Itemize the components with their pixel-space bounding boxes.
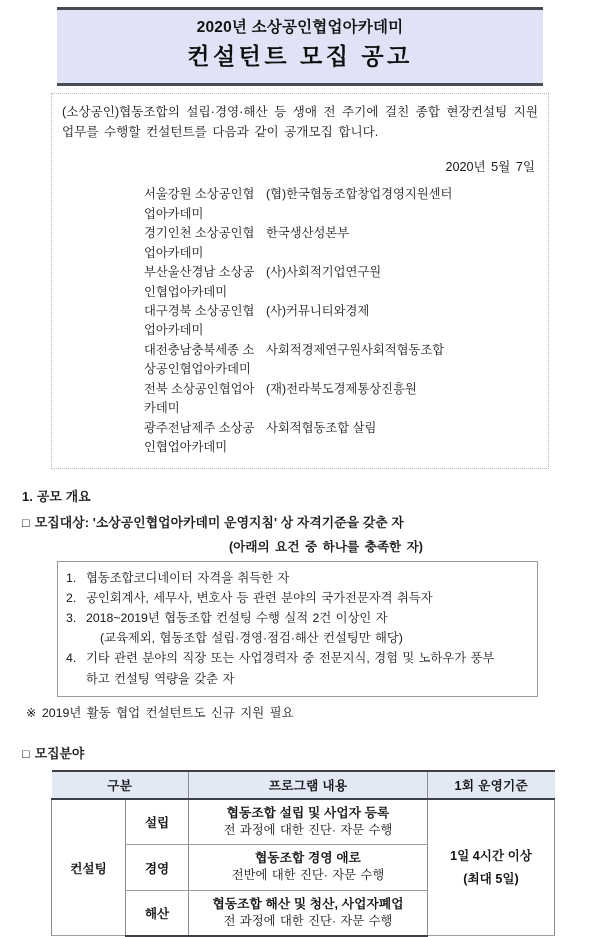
academy-org: (사)사회적기업연구원 [266,265,382,280]
academy-name: 경기인천 소상공인협업아카데미 [144,226,255,260]
requirement-text: 기타 관련 분야의 직장 또는 사업경력자 중 전문지식, 경험 및 노하우가 풍부 [86,651,495,666]
field-section-heading [22,743,600,762]
list-item [62,185,538,224]
intro-paragraph: (소상공인)협동조합의 설립·경영·해산 등 생애 전 주기에 걸친 종합 현장컨설팅 지원업무를 수행할 컨설턴트를 다음과 같이 공개모집 합니다. [62,104,538,140]
category-consulting: 컨설팅 [52,799,126,936]
academy-name: 대구경북 소상공인협업아카데미 [144,303,255,338]
program-title: 협동조합 경영 애로 [254,851,362,866]
academy-name: 광주전남제주 소상공인협업아카데미 [144,420,255,454]
requirement-3-note: (교육제외, 협동조합 설립·경영·점검·해산 컨설팅만 해당) [100,631,403,646]
table-header-row [52,771,555,799]
list-item [62,419,538,458]
program-content-cell [189,890,428,936]
academy-org: 사회적협동조합 살림 [266,420,377,435]
table-header-standard: 1회 운영기준 [428,771,555,799]
list-item [62,380,538,419]
standard-line-2: (최대 5일) [463,871,519,886]
banner-title: 컨설턴트 모집 공고 [187,43,413,70]
program-title: 협동조합 해산 및 청산, 사업자폐업 [212,896,404,911]
table-row [52,799,555,845]
list-item [62,224,538,263]
table-header-gubun: 구분 [52,771,189,799]
announcement-date: 2020년 5월 7일 [445,160,535,175]
table-header-program: 프로그램 내용 [189,771,428,799]
title-banner [57,7,543,86]
program-content-cell [189,799,428,845]
requirement-item [66,568,529,588]
subcategory-label: 경영 [126,845,189,890]
operating-standard-cell [428,799,555,936]
academy-org: (협)한국협동조합창업경영지원센터 [266,187,453,202]
subcategory-label: 해산 [126,890,189,936]
recruit-target-line [22,512,600,531]
academy-org: (사)커뮤니티와경제 [266,303,370,318]
academy-name: 대전충남충북세종 소상공인협업아카데미 [144,342,255,377]
intro-box [51,93,549,470]
banner-subtitle: 2020년 소상공인협업아카데미 [196,19,404,36]
program-table [51,770,555,937]
document-page [0,7,600,928]
list-item [62,302,538,341]
requirement-text: 2018~2019년 협동조합 컨설팅 수행 실적 2건 이상인 자 [86,611,388,626]
requirement-4-continued: 하고 컨설팅 역량을 갖춘 자 [86,671,235,686]
requirement-item [66,648,529,668]
academy-name: 부산울산경남 소상공인협업아카데미 [144,265,255,299]
checkbox-icon: □ [22,515,30,531]
section-1-note: ※ 2019년 활동 협업 컨설턴트도 신규 지원 필요 [26,705,294,720]
checkbox-icon: □ [22,745,30,761]
requirement-text: 협동조합코디네이터 자격을 취득한 자 [86,571,290,586]
condition-note: (아래의 요건 중 하나를 충족한 자) [228,540,424,555]
requirement-number: 1. [66,571,77,586]
academy-org: 사회적경제연구원사회적협동조합 [266,342,445,357]
program-content-cell [189,845,428,890]
requirement-number: 2. [66,591,77,606]
list-item [62,341,538,380]
program-desc: 전반에 대한 진단· 자문 수행 [231,868,385,883]
academy-org: (재)전라북도경제통상진흥원 [266,381,417,396]
subcategory-label: 설립 [126,799,189,845]
section-1-title: 1. 공모 개요 [22,489,91,505]
standard-line-1: 1일 4시간 이상 [450,849,532,864]
requirement-number: 4. [66,651,77,666]
program-table-wrapper [51,770,554,937]
requirement-text: 공인회계사, 세무사, 변호사 등 관련 분야의 국가전문자격 취득자 [86,591,433,606]
requirement-item [66,608,529,628]
program-desc: 전 과정에 대한 진단· 자문 수행 [223,822,393,837]
program-desc: 전 과정에 대한 진단· 자문 수행 [223,913,393,928]
field-heading-label: 모집분야 [34,745,85,761]
requirement-number: 3. [66,611,77,626]
requirements-box [57,561,538,696]
requirement-item [66,588,529,608]
recruit-target-label: 모집대상: '소상공인협업아카데미 운영지침' 상 자격기준을 갖춘 자 [34,515,404,531]
academy-name: 전북 소상공인협업아카데미 [144,381,255,416]
list-item [62,263,538,302]
program-title: 협동조합 설립 및 사업자 등록 [226,805,390,820]
academy-org: 한국생산성본부 [266,226,350,241]
academy-name: 서울강원 소상공인협업아카데미 [144,187,255,221]
academy-list [62,185,538,457]
